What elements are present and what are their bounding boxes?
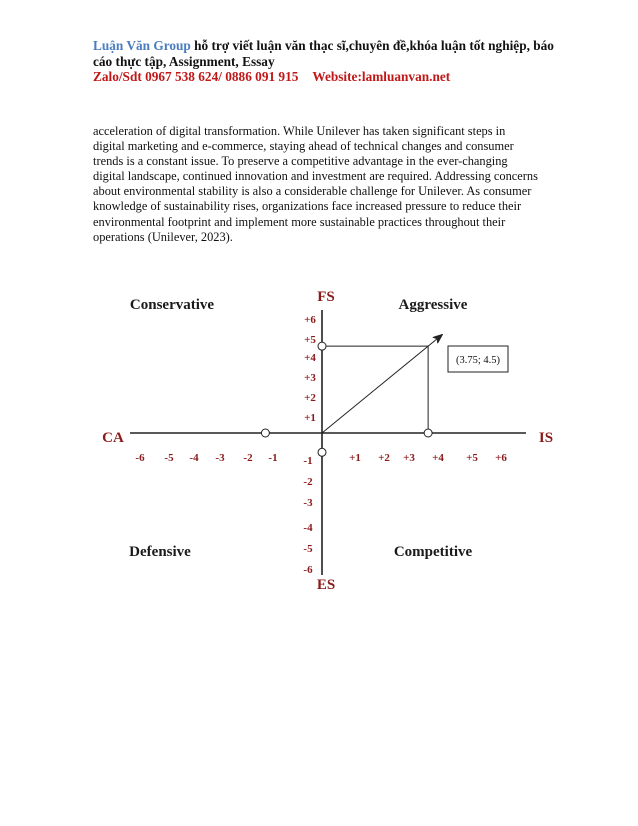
tick-y-neg-4: -4: [303, 522, 313, 534]
tick-y-neg-3: -3: [303, 497, 313, 509]
tick-y-neg-2: -2: [303, 476, 313, 488]
tick-y-pos-5: +5: [304, 334, 316, 346]
paragraph-line: digital landscape, continued innovation and investment are required. Addressing concerns: [93, 169, 538, 184]
axis-label-right: IS: [538, 430, 554, 446]
tick-x-neg-1: -1: [268, 452, 278, 464]
axis-label-top: FS: [317, 289, 335, 305]
axis-marker: [318, 448, 326, 456]
paragraph-line: acceleration of digital transformation. While Unilever has taken significant steps in: [93, 124, 506, 138]
tick-y-pos-1: +1: [304, 412, 316, 424]
tick-y-neg-1: -1: [303, 455, 313, 467]
tick-y-neg-6: -6: [303, 564, 313, 576]
paragraph-line: about environmental stability is also a considerable challenge for Unilever. As consumer: [93, 184, 532, 199]
quadrant-conservative: Conservative: [129, 297, 215, 313]
tick-x-neg-2: -2: [243, 452, 253, 464]
vector-label: (3.75; 4.5): [455, 355, 501, 366]
contact-phone: Zalo/Sdt 0967 538 624/ 0886 091 915: [93, 69, 299, 84]
tick-x-pos-4: +4: [432, 452, 444, 464]
quadrant-competitive: Competitive: [393, 544, 473, 560]
tick-y-neg-5: -5: [303, 543, 313, 555]
direction-vector: [322, 335, 442, 433]
tick-y-pos-3: +3: [304, 372, 316, 384]
tick-x-pos-1: +1: [349, 452, 361, 464]
axis-label-bottom: ES: [316, 577, 336, 593]
paragraph-line: trends is a constant issue. To preserve a competitive advantage in the ever-changing: [93, 154, 508, 169]
axis-marker: [261, 429, 269, 437]
tick-x-neg-5: -5: [164, 452, 174, 464]
quadrant-defensive: Defensive: [129, 544, 191, 560]
axis-label-left: CA: [102, 430, 124, 446]
paragraph-line: operations (Unilever, 2023).: [93, 229, 233, 244]
paragraph-line: digital marketing and e-commerce, staying ahead of technical changes and consumer: [93, 139, 514, 154]
tick-y-pos-4: +4: [304, 352, 316, 364]
tick-x-neg-3: -3: [215, 452, 225, 464]
axis-markers: [261, 342, 432, 456]
tick-x-pos-2: +2: [378, 452, 390, 464]
tick-x-neg-4: -4: [189, 452, 199, 464]
tick-x-pos-3: +3: [403, 452, 415, 464]
axis-marker: [318, 342, 326, 350]
axis-marker: [424, 429, 432, 437]
brand-name: Luận Văn Group: [93, 38, 191, 53]
quadrant-aggressive: Aggressive: [398, 297, 468, 313]
header-tagline: hỗ trợ viết luận văn thạc sĩ,chuyên đề,khóa luận tốt nghiệp, báo cáo thực tập, Assignment, Essay: [93, 38, 554, 69]
tick-y-pos-2: +2: [304, 392, 316, 404]
tick-x-pos-6: +6: [495, 452, 507, 464]
tick-x-neg-6: -6: [135, 452, 145, 464]
contact-website: Website:lamluanvan.net: [312, 69, 451, 84]
paragraph-line: knowledge of sustainability rises, organizations face increased pressure to reduce their: [93, 199, 522, 214]
paragraph-line: environmental footprint and implement more sustainable practices throughout their: [93, 214, 506, 229]
tick-x-pos-5: +5: [466, 452, 478, 464]
tick-y-pos-6: +6: [304, 314, 316, 326]
